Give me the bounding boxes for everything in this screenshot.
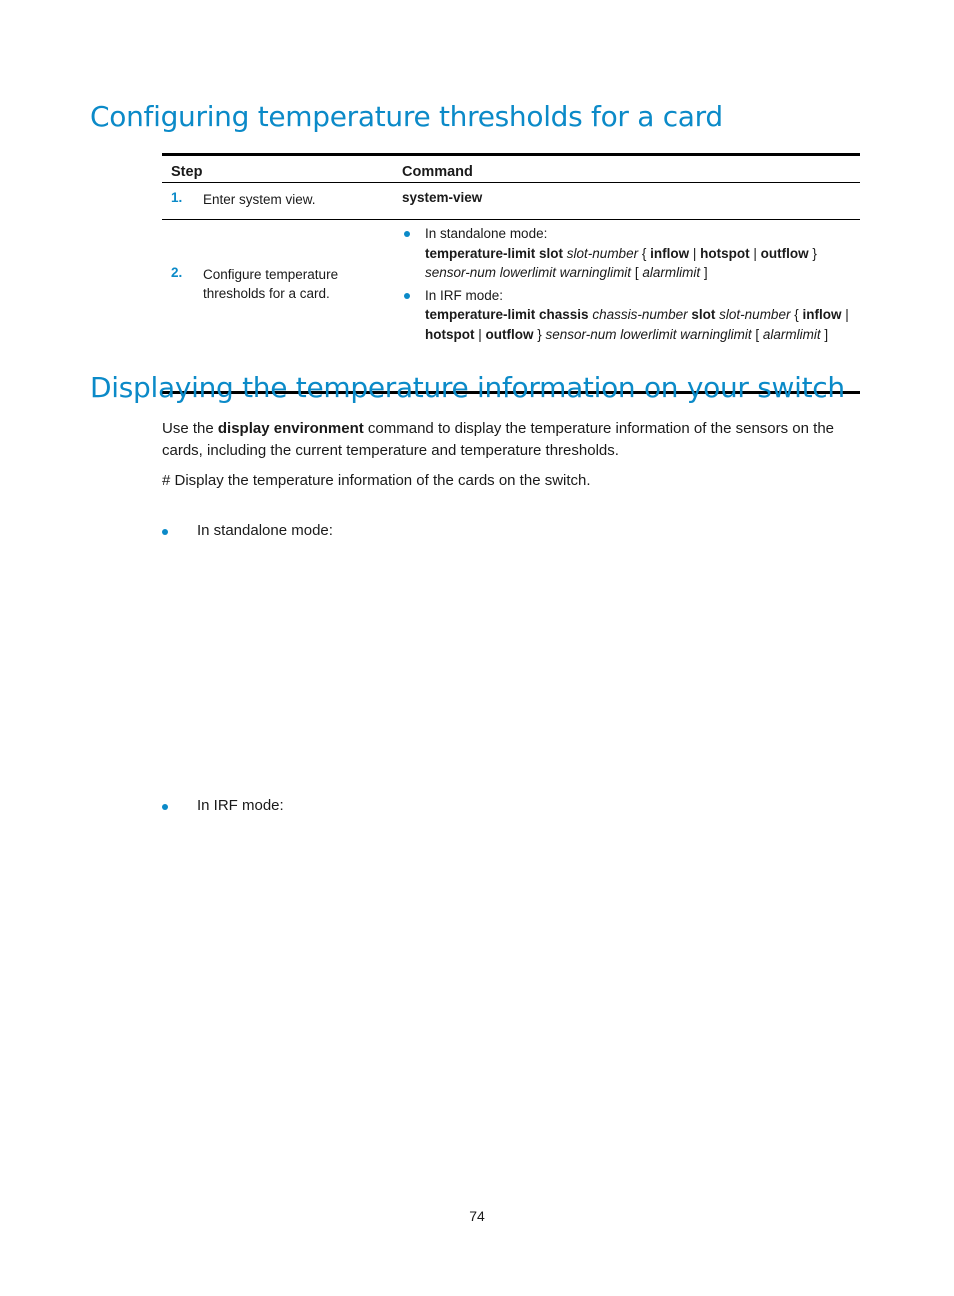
step-number: 1. [171,190,183,205]
list-item [402,224,860,283]
bullet-text-irf: In IRF mode: [197,797,284,814]
para-text: Use the [162,420,218,437]
section-title-displaying-temperature: Displaying the temperature information on your switch [90,371,845,404]
mode-label-irf: In IRF mode: [425,287,504,303]
step-number: 2. [171,265,183,280]
bullet-icon [162,529,168,535]
page-number: 74 [469,1208,485,1224]
command-display-environment: display environment [217,420,364,437]
column-header-step: Step [162,155,402,183]
section-title-configuring-thresholds: Configuring temperature thresholds for a card [90,100,723,133]
command-list [402,220,860,351]
bullet-icon [404,293,410,299]
command-cell [402,183,860,220]
mode-label-standalone: In standalone mode: [425,226,548,241]
step-cell [162,183,402,220]
command-system-view: system-view [402,190,483,205]
bullet-icon [404,231,410,237]
column-header-command: Command [402,155,860,183]
example-description: # Display the temperature information of the cards on the switch. [162,472,591,489]
step-cell [162,220,402,393]
intro-paragraph [162,418,872,462]
command-irf-syntax: temperature-limit chassis chassis-number slot slot-number { inflow | hotspot | outflow } sensor-num lowerlimit warninglimit [ alarmlimit ] [425,307,849,342]
bullet-icon [162,804,168,810]
command-cell [402,220,860,393]
bullet-text-standalone: In standalone mode: [197,522,333,539]
table-row [162,183,860,220]
table-row [162,220,860,393]
step-text: Enter system view. [203,192,316,207]
list-item [402,286,860,345]
step-text: Configure temperature thresholds for a card. [203,267,339,301]
command-standalone-syntax: temperature-limit slot slot-number { inflow | hotspot | outflow } sensor-num lowerlimit warninglimit [ alarmlimit ] [425,245,817,280]
para-text: command to display the temperature information of the sensors on the cards, including the current temperature and temperature thresholds. [162,420,835,459]
steps-table [162,153,860,394]
list-item [162,520,333,542]
list-item [162,795,284,817]
